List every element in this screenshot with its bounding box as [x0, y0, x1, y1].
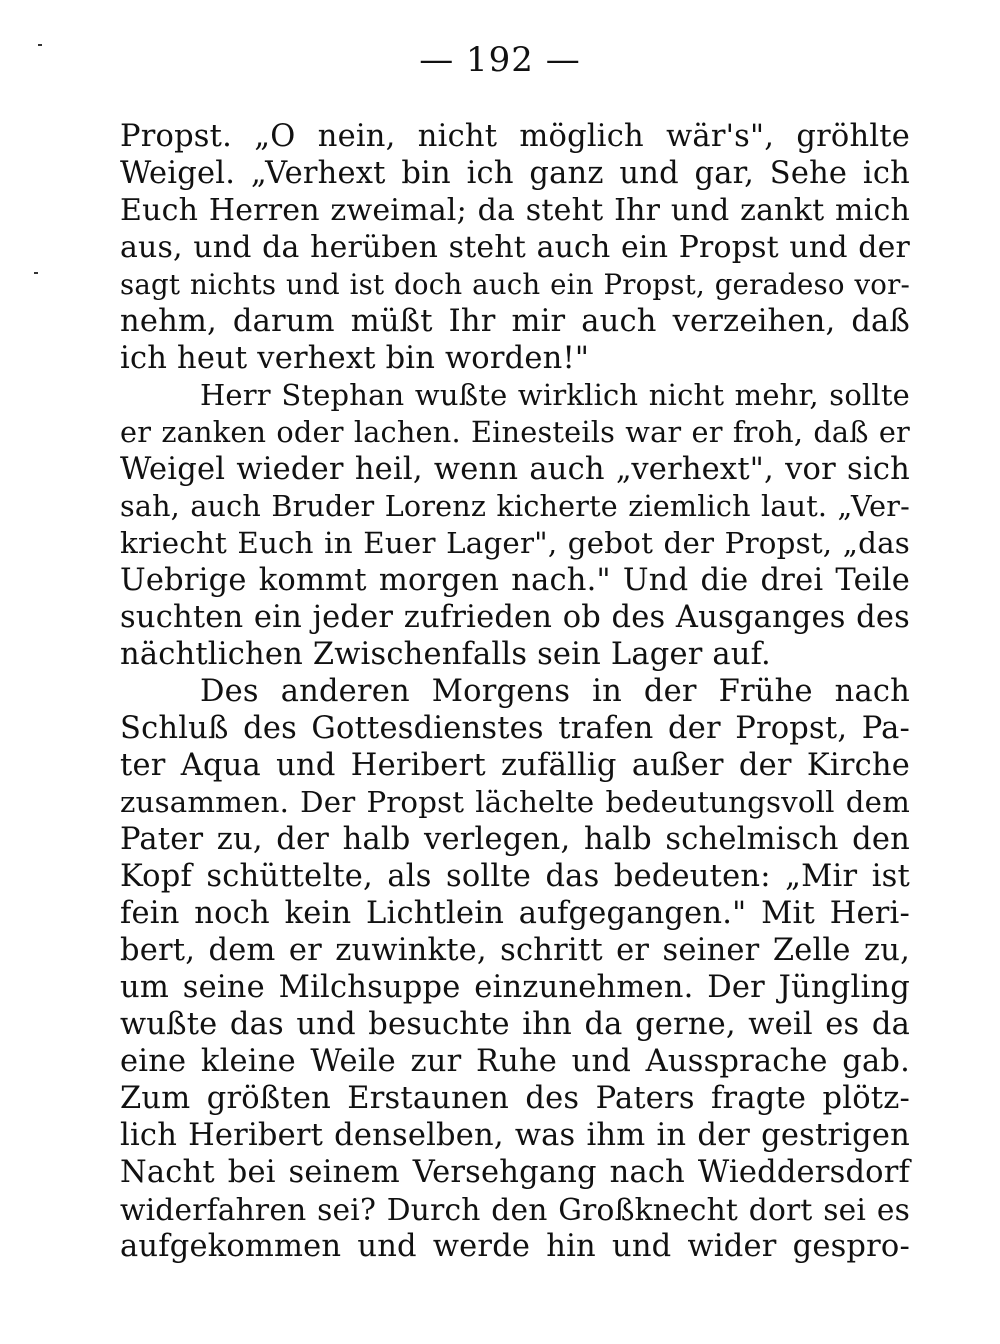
- text-line: sah, auch Bruder Lorenz kicherte ziemlich laut. „Ver-: [120, 489, 910, 523]
- text-line: Weigel wieder heil, wenn auch „verhext", vor sich: [120, 452, 910, 487]
- scan-speck: [38, 44, 42, 46]
- text-line: aufgekommen und werde hin und wider gespro-: [120, 1229, 910, 1264]
- text-line: Zum größten Erstaunen des Paters fragte plötz-: [120, 1081, 910, 1116]
- text-line: ich heut verhext bin worden!": [120, 341, 590, 376]
- text-line: Euch Herren zweimal; da steht Ihr und zankt mich: [120, 193, 910, 228]
- text-line: bert, dem er zuwinkte, schritt er seiner Zelle zu,: [120, 933, 910, 968]
- text-line: aus, und da herüben steht auch ein Propst und der: [120, 230, 910, 265]
- text-line: Herr Stephan wußte wirklich nicht mehr, sollte: [200, 378, 910, 412]
- text-line: Kopf schüttelte, als sollte das bedeuten: „Mir ist: [120, 859, 910, 894]
- text-line: Propst. „O nein, nicht möglich wär's", gröhlte: [120, 119, 910, 154]
- text-line: lich Heribert denselben, was ihm in der gestrigen: [120, 1118, 910, 1153]
- text-line: wußte das und besuchte ihn da gerne, weil es da: [120, 1007, 910, 1042]
- text-line: widerfahren sei? Durch den Großknecht dort sei es: [120, 1192, 910, 1227]
- text-line: nehm, darum müßt Ihr mir auch verzeihen, daß: [120, 304, 910, 339]
- text-line: Schluß des Gottesdienstes trafen der Propst, Pa-: [120, 711, 910, 746]
- text-line: kriecht Euch in Euer Lager", gebot der Propst, „das: [120, 526, 910, 560]
- text-line: Nacht bei seinem Versehgang nach Wieddersdorf: [120, 1155, 910, 1190]
- text-line: fein noch kein Lichtlein aufgegangen." Mit Heri-: [120, 896, 910, 931]
- body-text: [120, 118, 910, 1265]
- text-line: sagt nichts und ist doch auch ein Propst, geradeso vor-: [120, 268, 910, 301]
- text-line: eine kleine Weile zur Ruhe und Aussprache gab.: [120, 1044, 910, 1079]
- text-line: nächtlichen Zwischenfalls sein Lager auf.: [120, 637, 771, 672]
- text-line: Des anderen Morgens in der Frühe nach: [200, 674, 910, 709]
- page-number: — 192 —: [419, 40, 581, 80]
- text-line: um seine Milchsuppe einzunehmen. Der Jüngling: [120, 970, 910, 1005]
- text-line: Weigel. „Verhext bin ich ganz und gar, Sehe ich: [120, 156, 910, 191]
- text-line: Uebrige kommt morgen nach." Und die drei Teile: [120, 563, 910, 598]
- text-line: er zanken oder lachen. Einesteils war er froh, daß er: [120, 415, 910, 449]
- scan-speck: [34, 272, 38, 274]
- text-line: Pater zu, der halb verlegen, halb schelmisch den: [120, 822, 910, 857]
- text-line: zusammen. Der Propst lächelte bedeutungsvoll dem: [120, 785, 910, 819]
- text-line: ter Aqua und Heribert zufällig außer der Kirche: [120, 748, 910, 783]
- text-line: suchten ein jeder zufrieden ob des Ausganges des: [120, 600, 910, 635]
